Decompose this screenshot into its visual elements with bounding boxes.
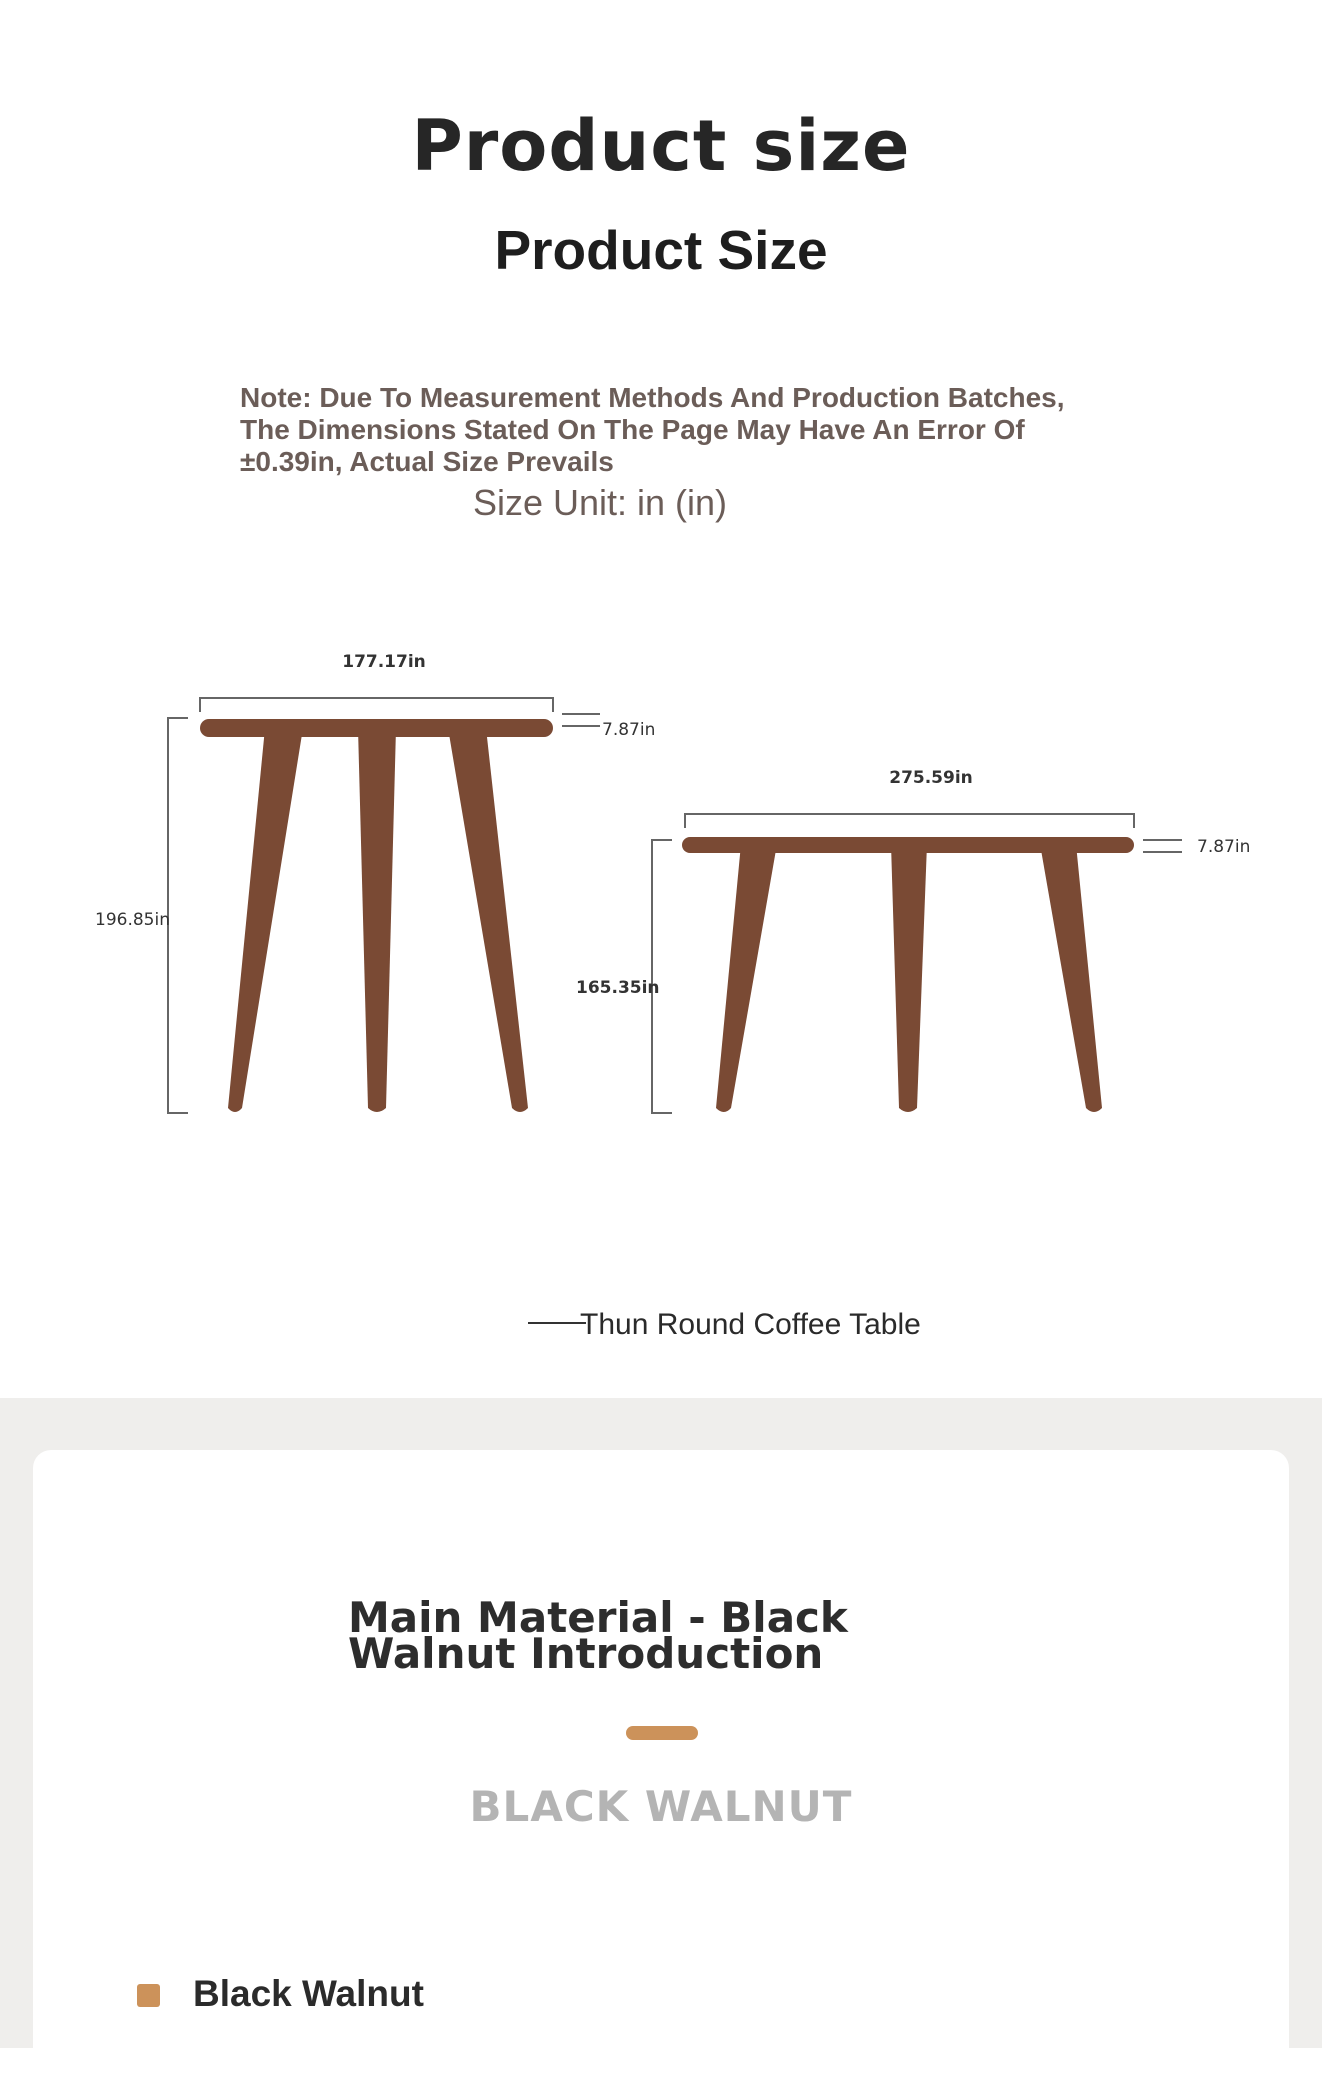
section-subtitle: Product Size	[494, 219, 828, 281]
table-2-width-label: 275.59in	[889, 768, 973, 788]
table-2-height-label: 165.35in	[576, 978, 660, 998]
measurement-note: Note: Due To Measurement Methods And Production Batches, The Dimensions Stated On The Page May Have An Error Of ±0.39in, Actual Size Prevails	[240, 382, 1065, 477]
material-item-label: Black Walnut	[193, 1973, 424, 2014]
material-watermark: BLACK WALNUT	[469, 1782, 853, 1831]
product-caption: Thun Round Coffee Table	[580, 1308, 921, 1341]
section-title: Product size	[411, 105, 911, 187]
size-unit: Size Unit: in (in)	[472, 482, 728, 523]
table-2-drawing	[652, 814, 1182, 1113]
material-title: Main Material - Black Walnut Introduction	[348, 1593, 848, 1678]
dimension-diagram	[0, 600, 1322, 1160]
caption-line	[528, 1322, 586, 1324]
table-1-thickness-label: 7.87in	[602, 720, 656, 740]
table-2-thickness-label: 7.87in	[1197, 837, 1251, 857]
accent-divider	[626, 1726, 698, 1740]
bullet-square-icon	[137, 1984, 160, 2007]
table-1-height-label: 196.85in	[95, 910, 170, 930]
table-1-width-label: 177.17in	[342, 652, 426, 672]
table-1-drawing	[168, 698, 600, 1113]
